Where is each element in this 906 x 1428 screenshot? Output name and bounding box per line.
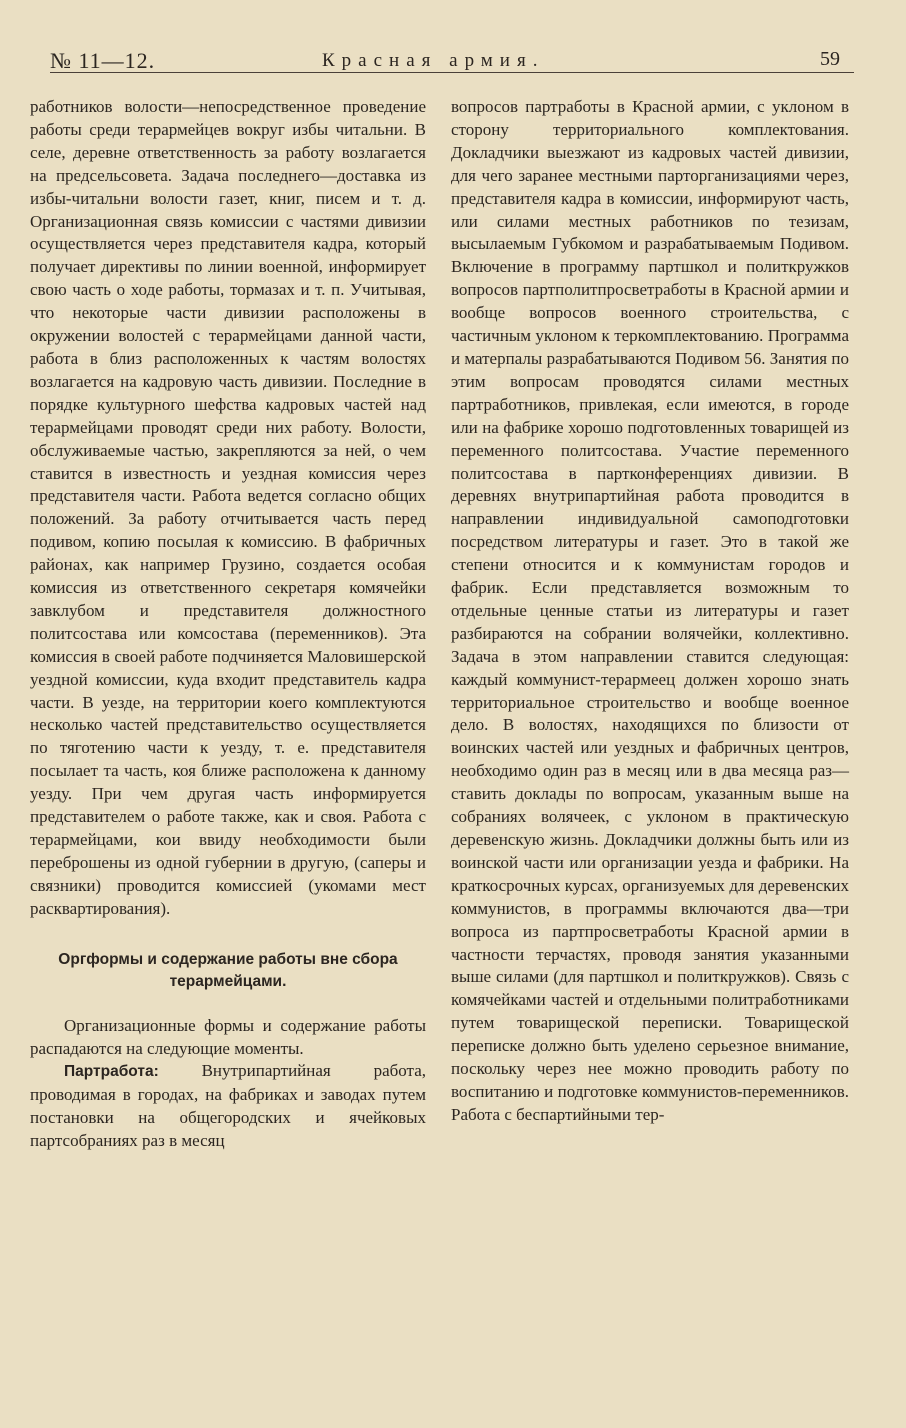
- journal-title: Красная армия.: [322, 50, 545, 71]
- header-rule: [50, 72, 854, 73]
- left-paragraph-partrabota: [30, 1060, 426, 1153]
- issue-number: № 11—12.: [50, 48, 156, 73]
- section-heading: Оргформы и содержание работы вне сбора терармейцами.: [58, 950, 398, 990]
- right-paragraph-continued: вопросов партработы в Красной армии, с уклоном в сторону территориального комплектования. Докладчики выезжают из кадровых частей дивизии, для чего заранее местными парторганизациями через, представителя кадра в комиссии, информируют часть, или силами местных работников по тезизам, высылаемым Губкомом и разрабатываемым Подивом. Включение в программу партшкол и политкружков вопросов партполитпросветработы в Красной армии и вообще вопросов военного строительства, с частичным уклоном к теркомплектованию. Программа и матерпалы разрабатываются Подивом 56. Занятия по этим вопросам проводятся силами местных партработников, привлекая, если имеются, в городе или на фабрике хорошо подготовленных товарищей из переменного политсостава. Участие переменного политсостава в партконференциях дивизии. В деревнях внутрипартийная работа проводится в направлении индивидуальной самоподготовки посредством литературы и газет. Это в такой же степени относится и к коммунистам городов и фабрик. Если представляется возможным то отдельные ценные статьи из литературы и газет разбираются на собрании волячейки, коллективно. Задача в этом направлении ставится следующая: каждый коммунист-терармеец должен хорошо знать территориальное строительство и вообще военное дело. В волостях, находящихся по близости от воинских частей или уездных и фабричных центров, необходимо один раз в месяц или в два месяца раз—ставить доклады по вопросам, указанным выше на собраниях волячеек, с уклоном в практическую деревенскую жизнь. Докладчики должны быть или из воинской части или организации уезда и фабрики. На краткосрочных курсах, организуемых для деревенских коммунистов, в программы включаются два—три вопроса из партпросветработы Красной армии в частности терчастях, проводя занятия указанными выше силами (для партшкол и политкружков). Связь с комячейками частей и отдельными политработниками путем товарищеской переписки. Товарищеской переписке должно быть уделено серьезное внимание, поскольку через нее можно проводить работу по воспитанию и подготовке коммунистов-переменников. Работа с беспартийными тер-: [451, 97, 849, 1124]
- left-paragraph-intro: Организационные формы и содержание работы распадаются на следующие моменты.: [30, 1015, 426, 1058]
- page-number: 59: [820, 48, 840, 70]
- right-column: [451, 96, 849, 1127]
- left-column: [30, 96, 426, 1153]
- run-in-heading: Партработа:: [64, 1063, 159, 1081]
- left-paragraph-continued: работников волости—непосредственное проведение работы среди терармейцев вокруг избы читальни. В селе, деревне ответственность за работу возлагается на предсельсовета. Задача последнего—доставка из избы-читальни волости газет, книг, писем и т. д. Организационная связь комиссии с частями дивизии осуществляется через представителя кадра, который получает директивы по линии военной, информирует свою часть о ходе работы, тормазах и т. п. Учитывая, что некоторые части дивизии расположены в окружении волостей с терармейцами данной части, работа в близ расположенных к частям волостях возлагается на кадровую часть дивизии. Последние в порядке культурного шефства кадровых частей над терармейцами проводят среди них работу. Волости, обслуживаемые частью, закрепляются за ней, о чем ставится в известность и уездная комиссия через представителя части. Работа ведется согласно общих положений. За работу отчитывается часть перед подивом, копию посылая к комиссию. В фабричных районах, как например Грузино, создается особая комиссия из ответственного секретаря комячейки завклубом и представителя должностного политсостава или комсостава (переменников). Эта комиссия в своей работе подчиняется Маловишерской уездной комиссии, куда входит представитель кадра части. В уезде, на территории коего комплектуются несколько частей представительство осуществляется по тяготению части к уезду, т. е. представителя посылает та часть, коя ближе расположена к данному уезду. При чем другая часть информируется представителем о работе также, как и своя. Работа с терармейцами, кои ввиду необходимости были переброшены из одной губернии в другую, (саперы и связники) проводится комиссией (укомами мест расквартирования).: [30, 97, 426, 918]
- running-header: [50, 40, 840, 74]
- partrabota-text: Внутрипартийная работа, проводимая в городах, на фабриках и заводах путем постановки на общегородских и ячейковых партсобраниях раз в месяц: [30, 1061, 426, 1151]
